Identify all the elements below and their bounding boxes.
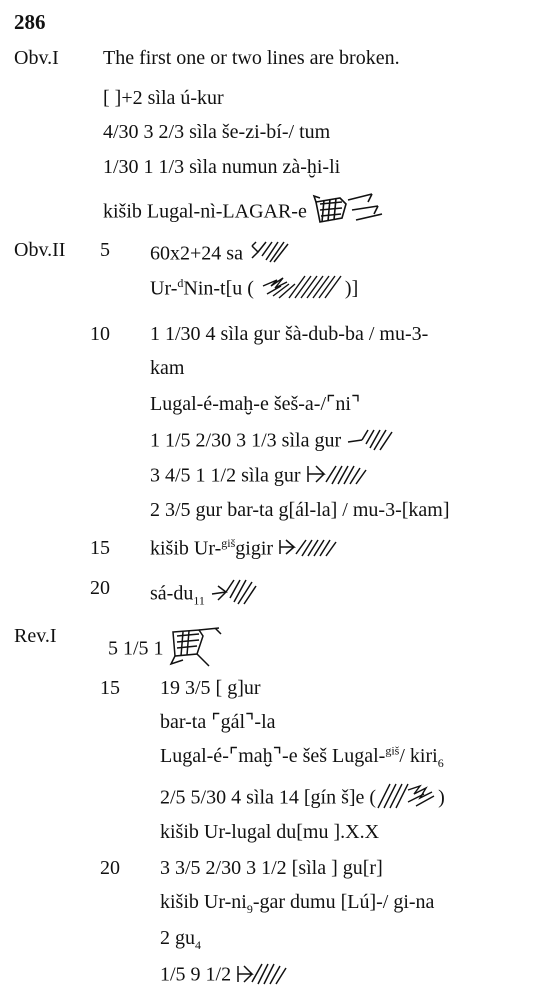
obv2-line-20	[150, 576, 260, 614]
obv2-line-11	[150, 392, 360, 416]
rev1-line-18-text: 2/5 5/30 4 sìla 14 [gín š]e (	[160, 786, 377, 809]
section-label-rev1: Rev.I	[14, 625, 57, 647]
rev1-line-number-15: 15	[100, 677, 120, 699]
cuneiform-sign-icon	[312, 190, 390, 236]
obv1-line-1: [ ]+2 sìla ú-kur	[103, 87, 224, 109]
rev1-line-21	[160, 890, 434, 914]
obv2-line-10-cont: kam	[150, 357, 185, 379]
line-number-10: 10	[90, 323, 110, 345]
rev1-line-23	[160, 960, 292, 992]
obv2-line-6	[150, 272, 358, 308]
obv2-line-13-text: 3 4/5 1 1/2 sìla gur	[150, 464, 301, 487]
rev1-line-16-post: -la	[254, 711, 276, 733]
rev1-line-17-pre: Lugal-é-	[160, 745, 229, 767]
cuneiform-sign-icon	[169, 624, 227, 676]
line-number-15: 15	[90, 537, 110, 559]
rev1-line-19: kišib Ur-lugal du[mu ].X.X	[160, 821, 380, 843]
obv2-line-14: 2 3/5 gur bar-ta g[ál-la] / mu-3-[kam]	[150, 499, 450, 521]
rev1-line-17-mark: ⌜maḫ⌝	[228, 745, 283, 767]
obv2-line-10: 1 1/30 4 sìla gur šà-dub-ba / mu-3-	[150, 323, 429, 345]
rev1-line-22	[160, 926, 201, 950]
obv2-line-15	[150, 536, 342, 564]
rev1-line-23-text: 1/5 9 1/2	[160, 963, 232, 986]
cuneiform-sign-icon	[278, 536, 342, 564]
rev1-line-1-text: 5 1/5 1	[108, 637, 164, 660]
obv2-line-15-pre: kišib Ur-	[150, 537, 222, 560]
rev1-line-21-pre: kišib Ur-ni	[160, 891, 247, 913]
obv1-line-4-text: kišib Lugal-nì-LAGAR-e	[103, 200, 307, 223]
rev1-line-17-sup: giš	[385, 743, 400, 758]
obv2-line-6-post: Nin-t[u (	[183, 277, 254, 300]
obv1-line-2: 4/30 3 2/3 sìla še-zi-bí-/ tum	[103, 121, 331, 143]
line-number-20: 20	[90, 577, 110, 599]
obv2-line-6-end: )]	[344, 277, 359, 300]
rev1-line-22-pre: 2 gu	[160, 927, 195, 949]
rev1-line-17	[160, 744, 444, 768]
obv2-line-11-mark: ⌜ni⌝	[326, 393, 361, 415]
cuneiform-sign-icon	[210, 576, 260, 614]
obv1-line-3: 1/30 1 1/3 sìla numun zà-ḫi-li	[103, 156, 341, 178]
rev1-line-1	[108, 624, 227, 676]
cuneiform-sign-icon	[248, 238, 294, 272]
rev1-line-15: 19 3/5 [ g]ur	[160, 677, 261, 699]
obv1-line-4	[103, 190, 390, 236]
obv2-line-13	[150, 462, 372, 492]
rev1-line-number-20: 20	[100, 857, 120, 879]
rev1-line-21-sub: 9	[246, 902, 253, 916]
rev1-line-22-sub: 4	[195, 938, 201, 952]
obv2-line-12	[150, 426, 394, 458]
cuneiform-sign-icon	[306, 462, 372, 492]
obv1-note: The first one or two lines are broken.	[103, 47, 400, 69]
rev1-line-16-mark: ⌜gál⌝	[211, 711, 255, 733]
obv2-line-5	[150, 238, 294, 272]
hatched-break-icon	[376, 780, 438, 818]
rev1-line-17-sub: 6	[437, 756, 444, 770]
text-number: 286	[14, 10, 46, 34]
obv2-line-15-sup: giš	[221, 535, 236, 550]
rev1-line-16-pre: bar-ta	[160, 711, 207, 733]
line-number-5: 5	[100, 239, 110, 261]
obv2-line-5-text: 60x2+24 sa	[150, 242, 243, 265]
obv2-line-15-post: gigir	[235, 537, 274, 560]
cuneiform-sign-icon	[346, 426, 394, 458]
rev1-line-18-end: )	[438, 786, 445, 809]
cuneiform-sign-icon	[236, 960, 292, 992]
obv2-line-6-pre: Ur-	[150, 277, 178, 300]
rev1-line-21-post: -gar dumu [Lú]-/ gi-na	[252, 891, 435, 913]
section-label-obv2: Obv.II	[14, 239, 66, 261]
obv2-line-6-sup: d	[177, 275, 184, 290]
hatched-break-icon	[259, 272, 345, 308]
rev1-line-16	[160, 710, 276, 734]
obv2-line-20-sub: 11	[193, 593, 205, 608]
obv2-line-12-text: 1 1/5 2/30 3 1/3 sìla gur	[150, 429, 342, 452]
rev1-line-20: 3 3/5 2/30 3 1/2 [sìla ] gu[r]	[160, 857, 383, 879]
rev1-line-17-post: / kiri	[399, 745, 438, 767]
rev1-line-18	[160, 780, 445, 818]
obv2-line-20-pre: sá-du	[150, 582, 194, 605]
rev1-line-17-mid: -e šeš Lugal-	[282, 745, 386, 767]
obv2-line-11-text: Lugal-é-maḫ-e šeš-a-/	[150, 393, 327, 415]
section-label-obv1: Obv.I	[14, 47, 59, 69]
